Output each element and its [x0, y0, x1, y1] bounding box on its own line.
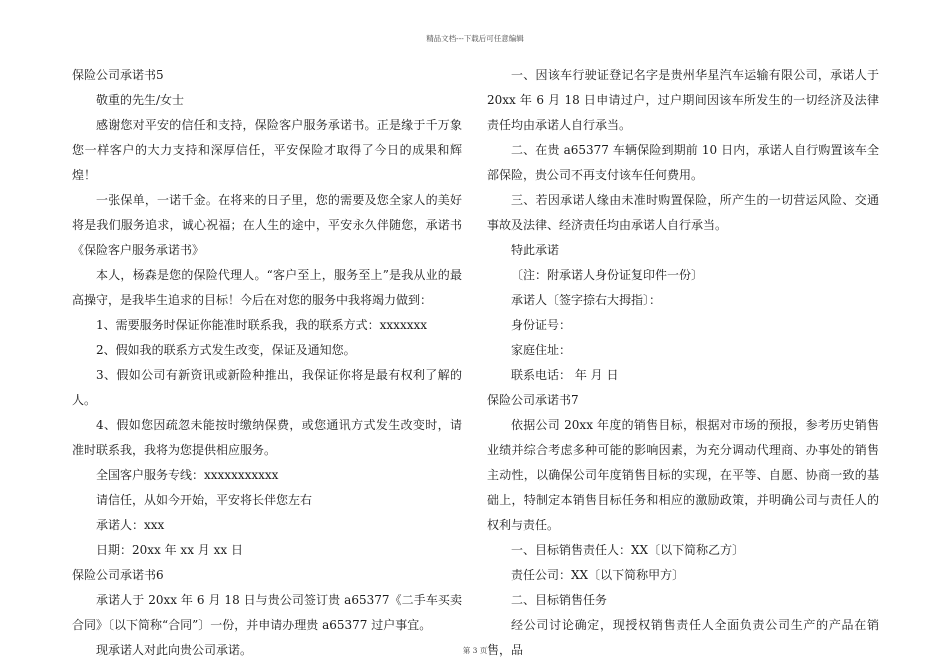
paragraph: 家庭住址：	[511, 343, 572, 357]
paragraph: 一、因该车行驶证登记名字是贵州华星汽车运输有限公司，承诺人于 20xx 年 6 月 18 日申请过户，过户期间因该车所发生的一切经济及法律责任均由承诺人自行承当。	[487, 68, 879, 132]
paragraph: 2、假如我的联系方式发生改变，保证及通知您。	[96, 343, 356, 357]
paragraph: 全国客户服务专线：xxxxxxxxxxx	[96, 468, 279, 482]
paragraph: 〔注：附承诺人身份证复印件一份〕	[511, 268, 704, 282]
paragraph: 二、目标销售任务	[511, 593, 608, 607]
paragraph: 请信任，从如今开始，平安将长伴您左右	[96, 493, 313, 507]
paragraph: 3、假如公司有新资讯或新险种推出，我保证你将是最有权利了解的人。	[72, 368, 462, 407]
paragraph: 敬重的先生/女士	[96, 93, 185, 107]
paragraph: 特此承诺	[511, 243, 560, 257]
paragraph: 依据公司 20xx 年度的销售目标，根据对市场的预报，参考历史销售业绩并综合考虑多种可能的影响因素，为充分调动代理商、办事处的销售主动性，以确保公司年度销售目标的实现，在平等、自愿、协商一致的基础上，特制定本销售目标任务和相应的激励政策，并明确公司与责任人的权利与责任。	[487, 418, 879, 532]
left-column	[72, 63, 462, 663]
paragraph: 一、目标销售责任人：XX〔以下简称乙方〕	[511, 543, 745, 557]
paragraph: 身份证号：	[511, 318, 572, 332]
paragraph: 现承诺人对此向贵公司承诺。	[96, 643, 253, 657]
right-column	[487, 63, 879, 663]
paragraph: 1、需要服务时保证你能准时联系我，我的联系方式：xxxxxxx	[96, 318, 428, 332]
paragraph: 感谢您对平安的信任和支持，保险客户服务承诺书。正是缘于千万象您一样客户的大力支持和深厚信任，平安保险才取得了今日的成果和辉煌！	[72, 118, 462, 182]
paragraph: 经公司讨论确定，现授权销售责任人全面负责公司生产的产品在销售，品	[487, 618, 879, 657]
paragraph: 保险公司承诺书6	[72, 568, 164, 582]
paragraph: 三、若因承诺人缘由未准时购置保险，所产生的一切营运风险、交通事故及法律、经济责任均由承诺人自行承当。	[487, 193, 879, 232]
page-number: 第 3 页	[462, 646, 488, 655]
paragraph: 本人，杨森是您的保险代理人。“客户至上，服务至上”是我从业的最高操守，是我毕生追求的目标！今后在对您的服务中我将竭力做到：	[72, 268, 462, 307]
paragraph: 承诺人于 20xx 年 6 月 18 日与贵公司签订贵 a65377《二手车买卖合同》〔以下简称“合同”〕一份，并申请办理贵 a65377 过户事宜。	[72, 593, 462, 632]
paragraph: 保险公司承诺书7	[487, 393, 579, 407]
paragraph: 责任公司：XX〔以下简称甲方〕	[511, 568, 685, 582]
paragraph: 二、在贵 a65377 车辆保险到期前 10 日内，承诺人自行购置该车全部保险，贵公司不再支付该车任何费用。	[487, 143, 879, 182]
page-header: 精品文档---下载后可任意编辑	[426, 34, 524, 43]
paragraph: 日期：20xx 年 xx 月 xx 日	[96, 543, 243, 557]
paragraph: 承诺人：xxx	[96, 518, 165, 532]
paragraph: 承诺人〔签字捺右大拇指〕：	[511, 293, 662, 307]
paragraph: 联系电话： 年 月 日	[511, 368, 619, 382]
paragraph: 4、假如您因疏忽未能按时缴纳保费，或您通讯方式发生改变时，请准时联系我，我将为您提供相应服务。	[72, 418, 462, 457]
paragraph: 保险公司承诺书5	[72, 68, 164, 82]
paragraph: 一张保单，一诺千金。在将来的日子里，您的需要及您全家人的美好将是我们服务追求，诚心祝福；在人生的途中，平安永久伴随您，承诺书《保险客户服务承诺书》	[72, 193, 462, 257]
